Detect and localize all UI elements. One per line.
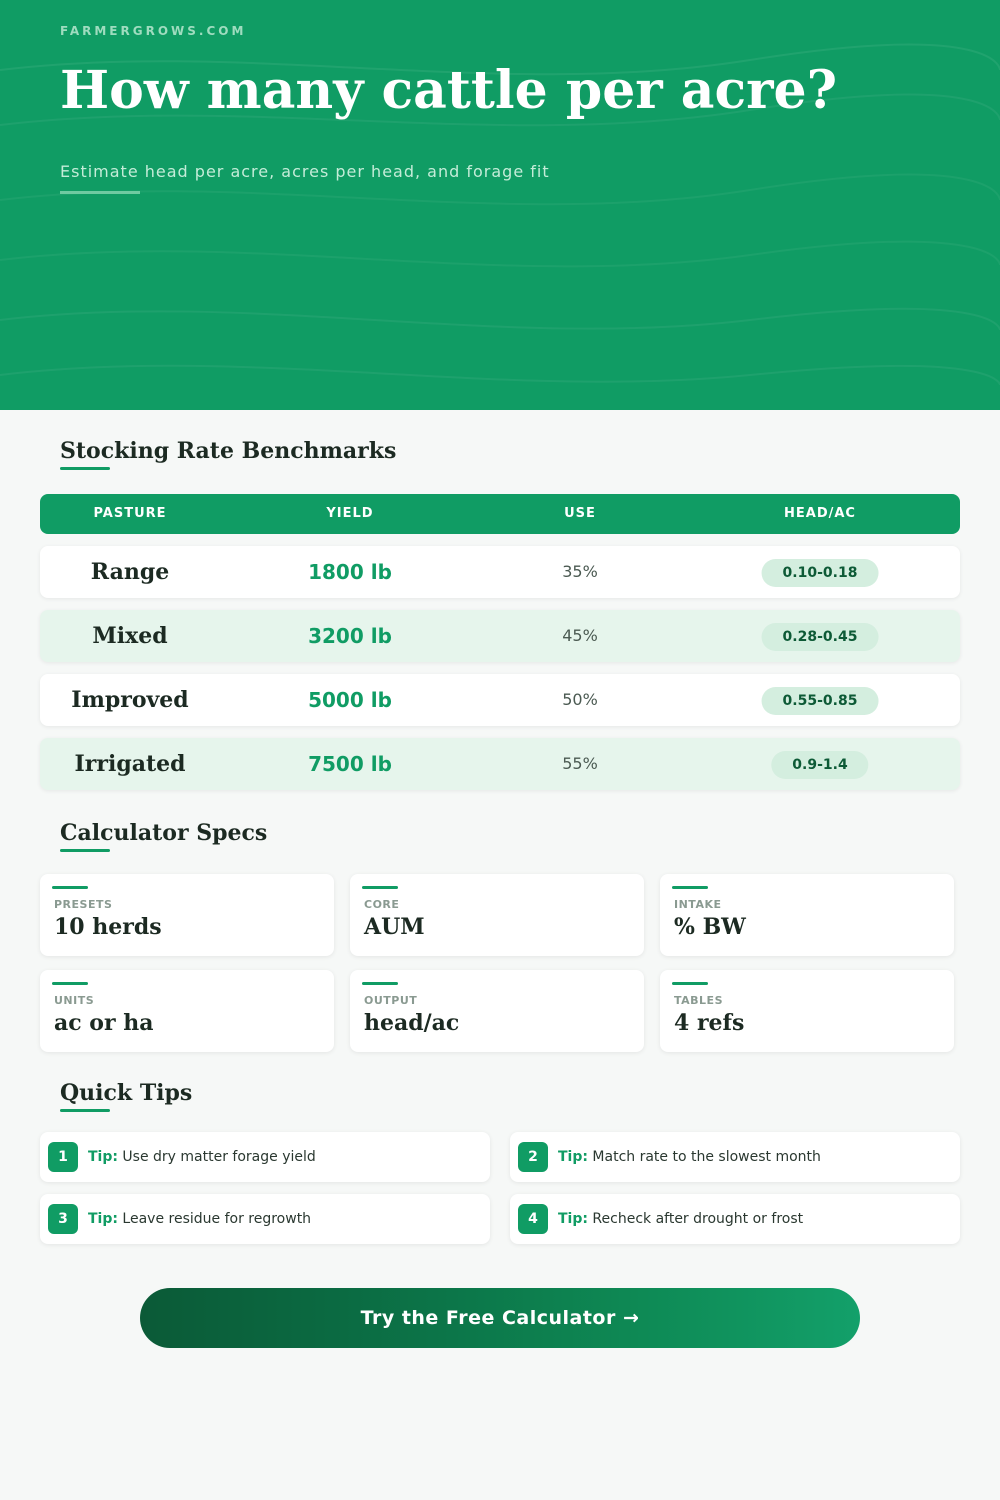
tip-card [40,1194,490,1244]
spec-label: OUTPUT [364,994,418,1007]
column-header-pasture: PASTURE [93,506,167,521]
spec-label: TABLES [674,994,723,1007]
spec-card-tables [660,970,954,1052]
table-row [40,546,960,598]
tip-body: Recheck after drought or frost [592,1211,804,1227]
head-per-acre-badge: 0.55-0.85 [762,687,879,715]
subtitle-underline [60,191,140,194]
tip-number-badge: 4 [518,1204,548,1234]
spec-accent-bar [52,982,88,985]
try-calculator-button[interactable]: Try the Free Calculator → [140,1288,860,1348]
spec-card-output [350,970,644,1052]
table-row [40,674,960,726]
spec-value: AUM [364,914,425,940]
yield-value: 7500 lb [308,752,392,776]
pasture-name: Irrigated [74,751,186,777]
tips-title: Quick Tips [60,1080,193,1106]
tip-body: Use dry matter forage yield [122,1149,316,1165]
benchmarks-table-header [40,494,960,534]
spec-value: % BW [674,914,746,940]
head-per-acre-badge: 0.9-1.4 [771,751,868,779]
use-value: 35% [562,562,598,581]
tip-text [558,1194,803,1244]
tip-prefix: Tip: [88,1211,118,1227]
table-row [40,610,960,662]
table-row [40,738,960,790]
yield-value: 3200 lb [308,624,392,648]
yield-value: 5000 lb [308,688,392,712]
tip-prefix: Tip: [88,1149,118,1165]
spec-card-core [350,874,644,956]
benchmarks-title: Stocking Rate Benchmarks [60,438,397,464]
spec-card-units [40,970,334,1052]
specs-title-underline [60,849,110,852]
tip-card [510,1194,960,1244]
site-brand: FARMERGROWS.COM [60,24,247,38]
specs-title: Calculator Specs [60,820,268,846]
spec-accent-bar [672,886,708,889]
spec-value: 10 herds [54,914,162,940]
pasture-name: Range [90,559,170,585]
column-header-head-per-acre: HEAD/AC [784,506,856,521]
spec-value: head/ac [364,1010,460,1036]
spec-accent-bar [672,982,708,985]
page-title: How many cattle per acre? [60,60,838,121]
head-per-acre-badge: 0.28-0.45 [762,623,879,651]
benchmarks-title-underline [60,467,110,470]
use-value: 55% [562,754,598,773]
tip-number-badge: 3 [48,1204,78,1234]
tip-text [88,1132,316,1182]
use-value: 45% [562,626,598,645]
tip-text [88,1194,311,1244]
pasture-name: Mixed [92,623,168,649]
column-header-yield: YIELD [326,506,374,521]
spec-card-intake [660,874,954,956]
tip-body: Match rate to the slowest month [592,1149,821,1165]
tips-title-underline [60,1109,110,1112]
spec-label: PRESETS [54,898,113,911]
head-per-acre-badge: 0.10-0.18 [762,559,879,587]
spec-card-presets [40,874,334,956]
tip-card [510,1132,960,1182]
spec-value: ac or ha [54,1010,154,1036]
use-value: 50% [562,690,598,709]
spec-accent-bar [52,886,88,889]
spec-label: INTAKE [674,898,722,911]
spec-value: 4 refs [674,1010,745,1036]
hero-banner [0,0,1000,410]
pasture-name: Improved [71,687,189,713]
tip-body: Leave residue for regrowth [122,1211,312,1227]
tip-prefix: Tip: [558,1211,588,1227]
tip-prefix: Tip: [558,1149,588,1165]
tip-number-badge: 2 [518,1142,548,1172]
yield-value: 1800 lb [308,560,392,584]
tip-text [558,1132,821,1182]
spec-accent-bar [362,982,398,985]
spec-label: UNITS [54,994,95,1007]
page-subtitle: Estimate head per acre, acres per head, and forage fit [60,162,550,181]
tip-card [40,1132,490,1182]
spec-accent-bar [362,886,398,889]
column-header-use: USE [564,506,596,521]
tip-number-badge: 1 [48,1142,78,1172]
spec-label: CORE [364,898,400,911]
